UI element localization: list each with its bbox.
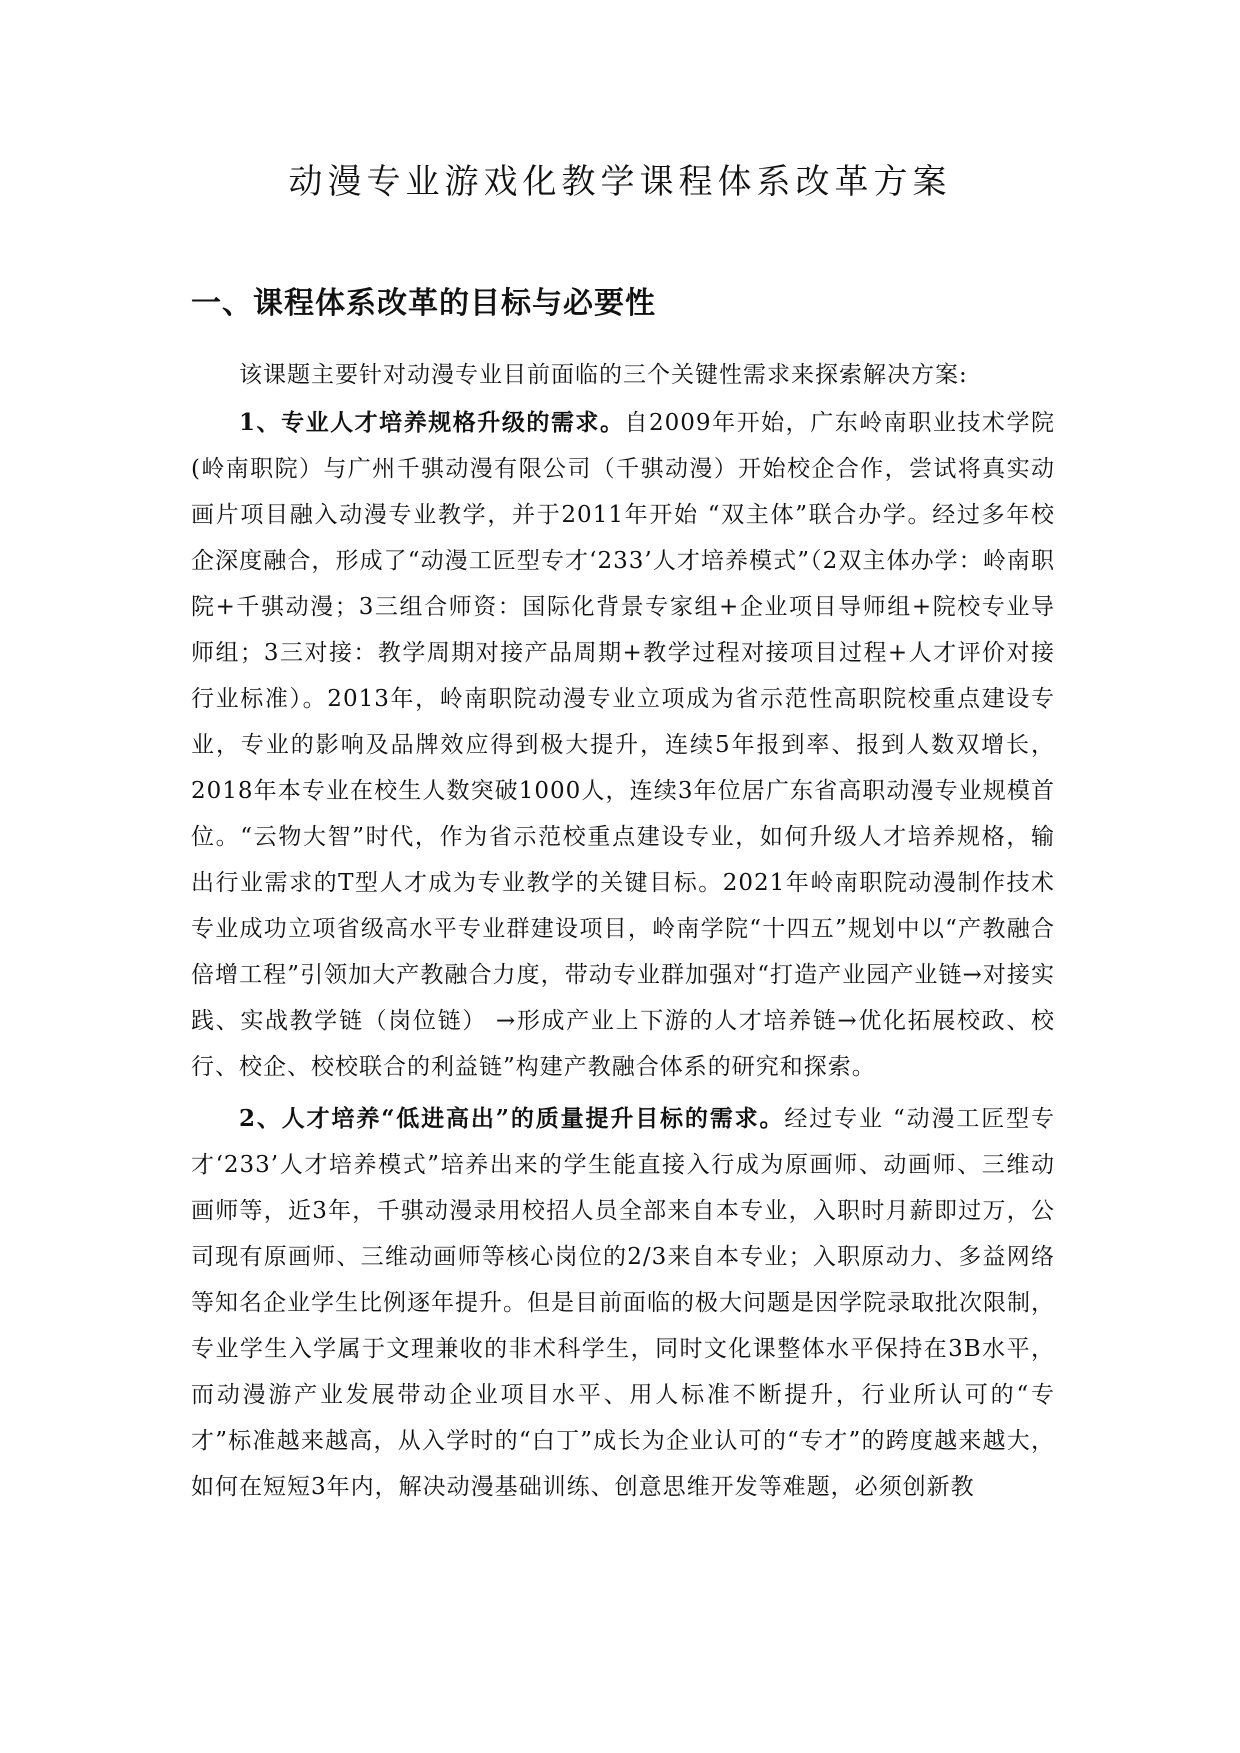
section-heading: 一、课程体系改革的目标与必要性 [191, 286, 656, 321]
document-body [191, 352, 1055, 1510]
intro-paragraph: 该课题主要针对动漫专业目前面临的三个关键性需求来探索解决方案: [239, 362, 968, 388]
item-1-text: 自2009年开始，广东岭南职业技术学院(岭南职院）与广州千骐动漫有限公司（千骐动漫）开始校企合作，尝试将真实动画片项目融入动漫专业教学，并于2011年开始 “双主体”联合办学。经过多年校企深度融合，形成了“动漫工匠型专才‘233’人才培养模式”（2双主体办学：岭南职院+千骐动漫；3三组合师资：国际化背景专家组+企业项目导师组+院校专业导师组；3三对接：教学周期对接产品周期+教学过程对接项目过程+人才评价对接行业标准）。2013年，岭南职院动漫专业立项成为省示范性高职院校重点建设专业，专业的影响及品牌效应得到极大提升，连续5年报到率、报到人数双增长，2018年本专业在校生人数突破1000人，连续3年位居广东省高职动漫专业规模首位。“云物大智”时代，作为省示范校重点建设专业，如何升级人才培养规格，输出行业需求的T型人才成为专业教学的关键目标。2021年岭南职院动漫制作技术专业成功立项省级高水平专业群建设项目，岭南学院“十四五”规划中以“产教融合倍增工程”引领加大产教融合力度，带动专业群加强对“打造产业园产业链→对接实践、实战教学链（岗位链） →形成产业上下游的人才培养链→优化拓展校政、校行、校企、校校联合的利益链”构建产教融合体系的研究和探索。 [191, 410, 1055, 1080]
document-title: 动漫专业游戏化教学课程体系改革方案 [288, 162, 952, 202]
item-2-text: 经过专业 “动漫工匠型专才‘233’人才培养模式”培养出来的学生能直接入行成为原画师、动画师、三维动画师等，近3年，千骐动漫录用校招人员全部来自本专业，入职时月薪即过万，公司现有原画师、三维动画师等核心岗位的2/3来自本专业；入职原动力、多益网络等知名企业学生比例逐年提升。但是目前面临的极大问题是因学院录取批次限制，专业学生入学属于文理兼收的非术科学生，同时文化课整体水平保持在3B水平，而动漫游产业发展带动企业项目水平、用人标准不断提升，行业所认可的“专才”标准越来越高，从入学时的“白丁”成长为企业认可的“专才”的跨度越来越大，如何在短短3年内，解决动漫基础训练、创意思维开发等难题，必须创新教 [191, 1106, 1055, 1500]
paragraph-item-2 [191, 1096, 1055, 1510]
item-2-lead: 2、人才培养“低进高出”的质量提升目标的需求。 [239, 1105, 785, 1132]
paragraph-item-1 [191, 400, 1055, 1090]
item-1-lead: 1、专业人才培养规格升级的需求。 [239, 409, 625, 436]
